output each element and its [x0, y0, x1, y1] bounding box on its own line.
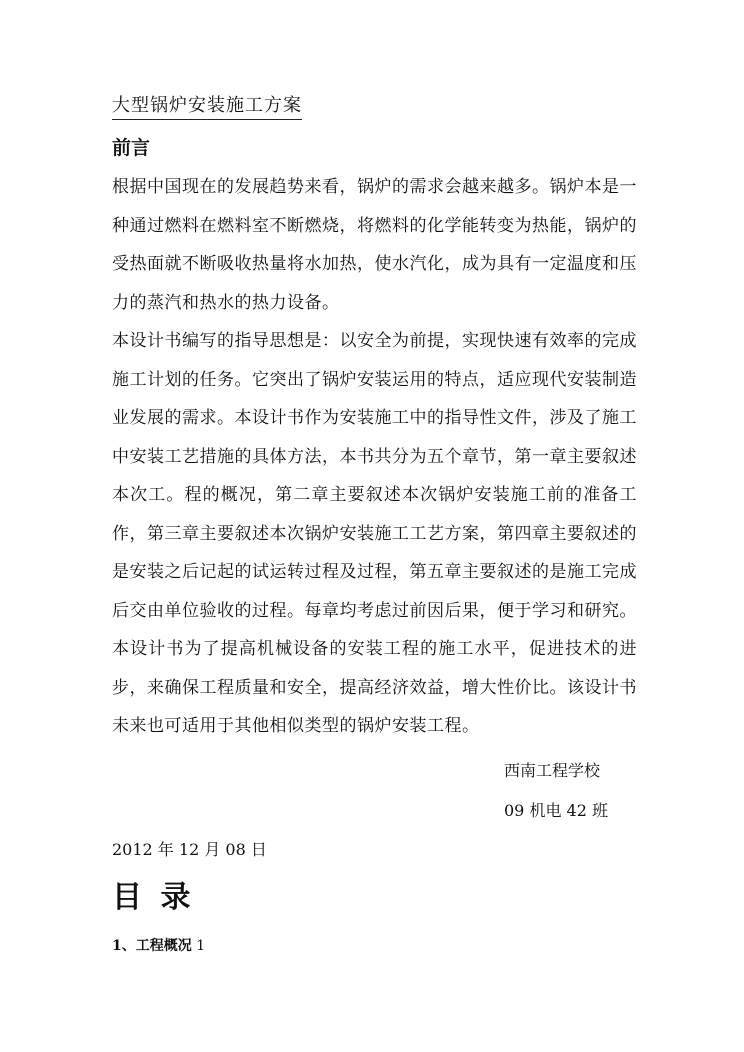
preface-heading: 前言: [112, 137, 151, 159]
toc-heading: 目 录: [112, 880, 195, 915]
toc-item-page-number: 1: [196, 938, 206, 954]
preface-paragraph-3: 本设计书为了提高机械设备的安装工程的施工水平，促进技术的进步，来确保工程质量和安全，提高经济效益，增大性价比。该设计书未来也可适用于其他相似类型的锅炉安装工程。: [112, 639, 637, 736]
toc-item-label: 1、工程概况: [112, 938, 192, 954]
signature-school: 西南工程学校: [504, 761, 601, 780]
preface-paragraph-2: 本设计书编写的指导思想是：以安全为前提，实现快速有效率的完成施工计划的任务。它突出了锅炉安装运用的特点，适应现代安装制造业发展的需求。本设计书作为安装施工中的指导性文件，涉及了施工中安装工艺措施的具体方法，本书共分为五个章节，第一章主要叙述本次工。程的概况，第二章主要叙述本次锅炉安装施工前的准备工作，第三章主要叙述本次锅炉安装施工工艺方案，第四章主要叙述的是安装之后记起的试运转过程及过程，第五章主要叙述的是施工完成后交由单位验收的过程。每章均考虑过前因后果，便于学习和研究。: [112, 331, 637, 621]
signature-class: 09 机电 42 班: [504, 801, 608, 820]
preface-paragraph-1: 根据中国现在的发展趋势来看，锅炉的需求会越来越多。锅炉本是一种通过燃料在燃料室不断燃烧，将燃料的化学能转变为热能，锅炉的受热面就不断吸收热量将水加热，使水汽化，成为具有一定温度和压力的蒸汽和热水的热力设备。: [112, 177, 637, 313]
document-date: 2012 年 12 月 08 日: [112, 840, 267, 859]
toc-item[interactable]: [112, 936, 205, 956]
document-title: 大型锅炉安装施工方案: [112, 94, 302, 120]
